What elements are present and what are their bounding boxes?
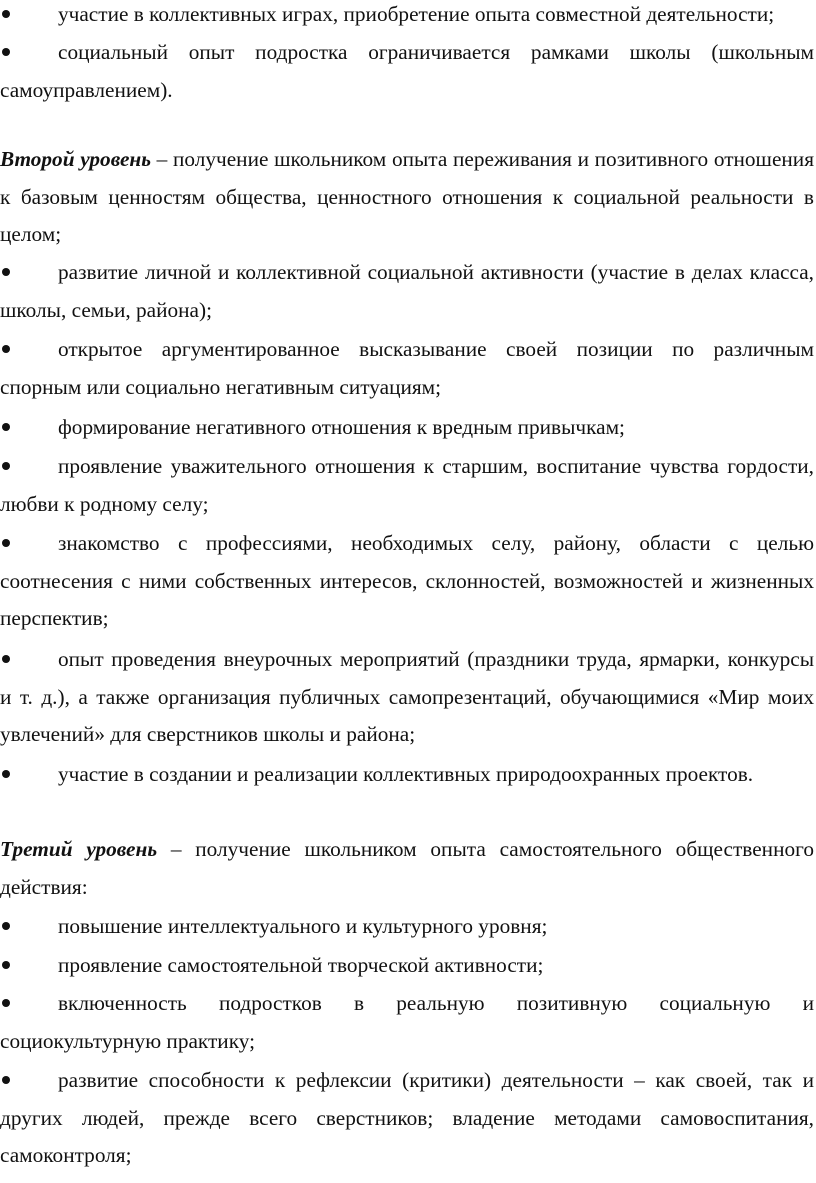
level-paragraph [0,141,814,254]
list-item [0,985,814,1060]
list-item-text: развитие способности к рефлексии (критики) деятельности – как своей, так и других людей, прежде всего сверстников; владение методами самовоспитания, самоконтроля; [0,1068,814,1167]
list-item [0,756,814,794]
list-item [0,908,814,946]
bullet-icon [0,1062,58,1100]
list-item [0,0,814,34]
list-item-text: повышение интеллектуального и культурного уровня; [58,914,548,938]
level-text: – получение школьником опыта переживания и позитивного отношения к базовым ценностям общества, ценностного отношения к социальной реальности в целом; [0,147,815,246]
list-item [0,448,814,523]
list-item-text: опыт проведения внеурочных мероприятий (праздники труда, ярмарки, конкурсы и т. д.), а также организация публичных самопрезентаций, обучающимися «Мир моих увлечений» для сверстников школы и района; [0,647,814,746]
bullet-icon [0,409,58,447]
list-item [0,947,814,985]
list-item [0,641,814,754]
list-item [0,1062,814,1175]
list-item-text: участие в создании и реализации коллективных природоохранных проектов. [58,762,754,786]
bullet-icon [0,947,58,985]
list-item-text: знакомство с профессиями, необходимых селу, району, области с целью соотнесения с ними собственных интересов, склонностей, возможностей и жизненных перспектив; [0,531,814,630]
bullet-icon [0,448,58,486]
list-item-text: открытое аргументированное высказывание своей позиции по различным спорным или социально негативным ситуациям; [0,337,814,399]
list-item [0,331,814,406]
level-text: – получение школьником опыта самостоятельного общественного действия: [0,837,814,899]
list-item-text: развитие личной и коллективной социальной активности (участие в делах класса, школы, семьи, района); [0,260,814,322]
bullet-icon [0,908,58,946]
list-item [0,254,814,329]
bullet-icon [0,331,58,369]
bullet-icon [0,34,58,72]
list-item-text: проявление уважительного отношения к старшим, воспитание чувства гордости, любви к родному селу; [0,454,814,516]
level-title: Второй уровень [0,147,151,171]
level-paragraph [0,831,814,906]
list-item [0,525,814,638]
list-item-text: проявление самостоятельной творческой активности; [58,953,544,977]
list-item-text: включенность подростков в реальную позитивную социальную и социокультурную практику; [0,991,814,1053]
bullet-icon [0,756,58,794]
list-item [0,34,814,109]
bullet-icon [0,985,58,1023]
list-item [0,409,814,447]
list-item-text: социальный опыт подростка ограничивается рамками школы (школьным самоуправлением). [0,40,814,102]
bullet-icon [0,641,58,679]
list-item-text: формирование негативного отношения к вредным привычкам; [58,415,625,439]
bullet-icon [0,525,58,563]
bullet-icon [0,0,58,34]
level-title: Третий уровень [0,837,158,861]
bullet-icon [0,254,58,292]
list-item-text: участие в коллективных играх, приобретение опыта совместной деятельности; [58,2,775,26]
